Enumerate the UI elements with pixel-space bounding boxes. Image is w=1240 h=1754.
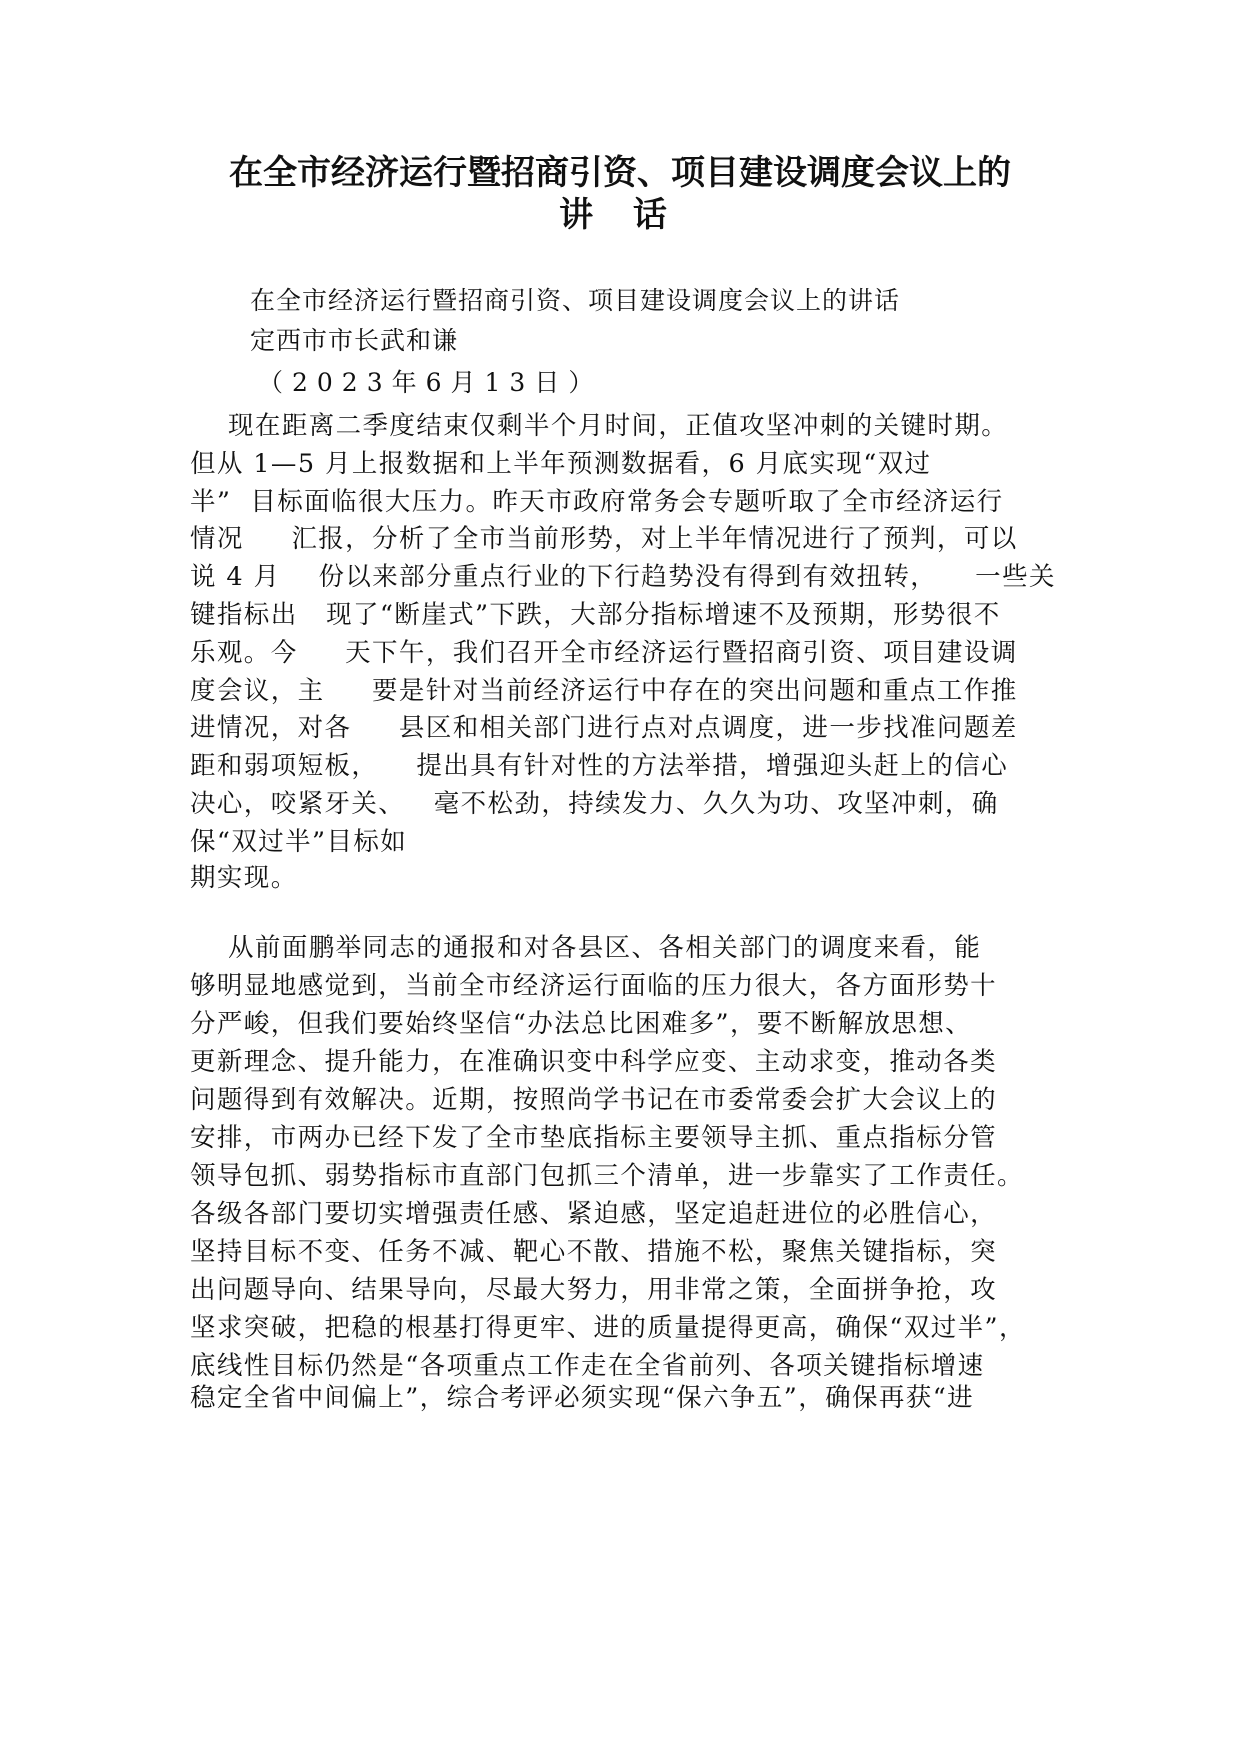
paragraph-line: 更新理念、提升能力，在准确识变中科学应变、主动求变，推动各类 (190, 1047, 998, 1077)
paragraph-line: 够明显地感觉到，当前全市经济运行面临的压力很大，各方面形势十 (190, 971, 998, 1001)
paragraph-line: 从前面鹏举同志的通报和对各县区、各相关部门的调度来看，能 (190, 933, 982, 963)
paragraph-line: 安排，市两办已经下发了全市垫底指标主要领导主抓、重点指标分管 (190, 1123, 998, 1153)
paragraph-line: 键指标出 现了“断崖式”下跌，大部分指标增速不及预期，形势很不 (190, 600, 1001, 630)
paragraph-line: 稳定全省中间偏上”，综合考评必须实现“保六争五”，确保再获“进 (190, 1383, 975, 1413)
paragraph-line: 出问题导向、结果导向，尽最大努力，用非常之策，全面拼争抢，攻 (190, 1275, 998, 1305)
paragraph-line: 进情况，对各 县区和相关部门进行点对点调度，进一步找准问题差 (190, 713, 1018, 743)
paragraph-2 (190, 930, 1070, 1413)
speech-date: （2023年6月13日） (258, 368, 603, 397)
document-subtitle: 在全市经济运行暨招商引资、项目建设调度会议上的讲话 (250, 286, 901, 315)
paragraph-line: 坚求突破，把稳的根基打得更牢、进的质量提得更高，确保“双过半”， (190, 1313, 1026, 1343)
paragraph-line: 领导包抓、弱势指标市直部门包抓三个清单，进一步靠实了工作责任。 (190, 1161, 1024, 1191)
paragraph-line: 坚持目标不变、任务不减、靶心不散、措施不松，聚焦关键指标，突 (190, 1237, 998, 1267)
document-title-line-2: 讲 话 (559, 195, 681, 235)
paragraph-line: 各级各部门要切实增强责任感、紧迫感，坚定追赶进位的必胜信心， (190, 1199, 998, 1229)
paragraph-line: 保“双过半”目标如 (190, 827, 408, 857)
paragraph-1 (190, 408, 1070, 893)
paragraph-line: 底线性目标仍然是“各项重点工作走在全省前列、各项关键指标增速 (190, 1351, 985, 1381)
paragraph-line: 度会议，主 要是针对当前经济运行中存在的突出问题和重点工作推 (190, 676, 1018, 706)
paragraph-line: 决心，咬紧牙关、 毫不松劲，持续发力、久久为功、攻坚冲刺，确 (190, 789, 999, 819)
paragraph-line: 说 4 月 份以来部分重点行业的下行趋势没有得到有效扭转， 一些关 (190, 562, 1056, 592)
paragraph-line: 半” 目标面临很大压力。昨天市政府常务会专题听取了全市经济运行 (190, 487, 1004, 517)
paragraph-line: 现在距离二季度结束仅剩半个月时间，正值攻坚冲刺的关键时期。 (190, 411, 1009, 441)
speaker-line: 定西市市长武和谦 (250, 326, 459, 355)
paragraph-line: 问题得到有效解决。近期，按照尚学书记在市委常委会扩大会议上的 (190, 1085, 998, 1115)
paragraph-line: 乐观。今 天下午，我们召开全市经济运行暨招商引资、项目建设调 (190, 638, 1018, 668)
paragraph-line: 情况 汇报，分析了全市当前形势，对上半年情况进行了预判，可以 (190, 524, 1018, 554)
paragraph-line: 分严峻，但我们要始终坚信“办法总比困难多”，要不断解放思想、 (190, 1009, 973, 1039)
paragraph-line: 期实现。 (190, 863, 298, 893)
paragraph-line: 距和弱项短板， 提出具有针对性的方法举措，增强迎头赶上的信心 (190, 751, 1009, 781)
paragraph-line: 但从 1—5 月上报数据和上半年预测数据看，6 月底实现“双过 (190, 449, 932, 479)
document-title-line-1: 在全市经济运行暨招商引资、项目建设调度会议上的 (229, 153, 1011, 193)
